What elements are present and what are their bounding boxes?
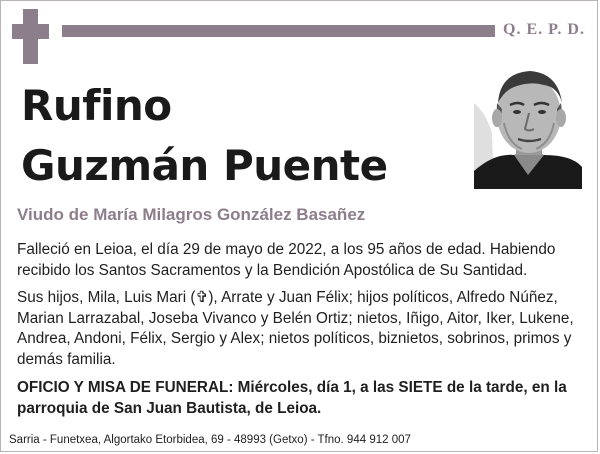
- funeral-home-footer: Sarria - Funetxea, Algortako Etorbidea, 69 - 48993 (Getxo) - Tfno. 944 912 007: [9, 434, 411, 446]
- header-divider: [62, 25, 495, 37]
- cross-icon: [12, 9, 49, 64]
- widow-of-line: Viudo de María Milagros González Basañez: [17, 205, 366, 224]
- qepd-label: Q. E. P. D.: [503, 21, 585, 38]
- family-text: Sus hijos, Mila, Luis Mari (✞), Arrate y Juan Félix; hijos políticos, Alfredo Núñez, Marian Larrazabal, Joseba Vivanco y Belén Ortiz; nietos, Iñigo, Aitor, Iker, Lukene, Andrea, Andoni, Félix, Sergio y Alex; nietos políticos, biznietos, sobrinos, primos y demás familia.: [17, 289, 574, 368]
- funeral-details-text: OFICIO Y MISA DE FUNERAL: Miércoles, día 1, a las SIETE de la tarde, en la parroquia de San Juan Bautista, de Leioa.: [17, 379, 567, 417]
- deceased-first-name: Rufino: [21, 81, 172, 130]
- deceased-surnames: Guzmán Puente: [21, 141, 388, 190]
- deceased-photo: [474, 63, 582, 189]
- death-notice-text: Falleció en Leioa, el día 29 de mayo de 2022, a los 95 años de edad. Habiendo recibido los Santos Sacramentos y la Bendición Apostólica de Su Santidad.: [17, 241, 556, 279]
